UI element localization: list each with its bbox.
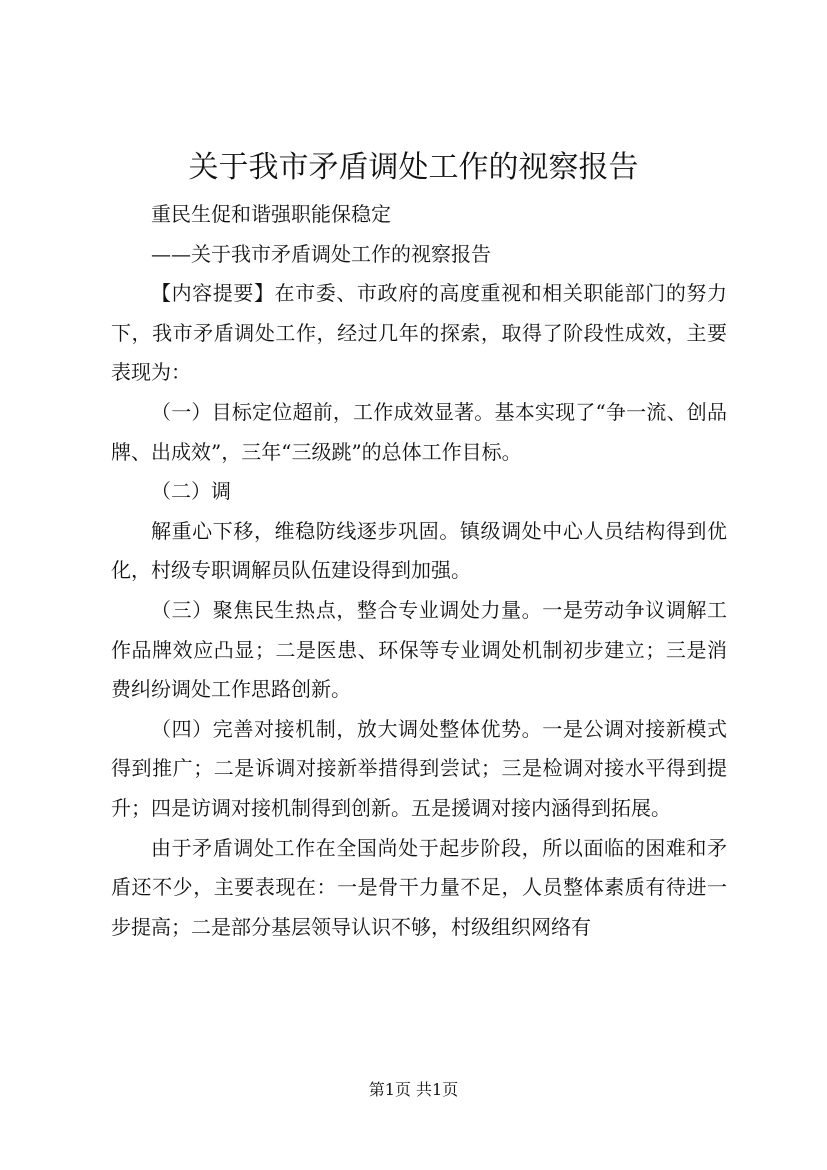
document-body — [111, 195, 727, 947]
body-paragraph: 【内容提要】在市委、市政府的高度重视和相关职能部门的努力下，我市矛盾调处工作，经过几年的探索，取得了阶段性成效，主要表现为： — [111, 281, 727, 385]
body-paragraph: （二）调 — [151, 479, 231, 504]
body-paragraph: 解重心下移，维稳防线逐步巩固。镇级调处中心人员结构得到优化，村级专职调解员队伍建设得到加强。 — [111, 518, 727, 583]
body-paragraph: （四）完善对接机制，放大调处整体优势。一是公调对接新模式得到推广；二是诉调对接新举措得到尝试；三是检调对接水平得到提升；四是访调对接机制得到创新。五是援调对接内涵得到拓展。 — [111, 716, 727, 820]
page-number-footer: 第1页 共1页 — [368, 1080, 459, 1099]
body-paragraph: 由于矛盾调处工作在全国尚处于起步阶段，所以面临的困难和矛盾还不少，主要表现在：一是骨干力量不足，人员整体素质有待进一步提高；二是部分基层领导认识不够，村级组织网络有 — [111, 835, 727, 939]
body-paragraph: （一）目标定位超前，工作成效显著。基本实现了“争一流、创品牌、出成效”，三年“三级跳”的总体工作目标。 — [111, 399, 727, 464]
subtitle-line: 重民生促和谐强职能保稳定 — [151, 202, 391, 226]
body-paragraph: （三）聚焦民生热点，整合专业调处力量。一是劳动争议调解工作品牌效应凸显；二是医患、环保等专业调处机制初步建立；三是消费纠纷调处工作思路创新。 — [111, 597, 727, 702]
document-title: 关于我市矛盾调处工作的视察报告 — [188, 150, 639, 185]
subtitle-line: ——关于我市矛盾调处工作的视察报告 — [151, 241, 491, 266]
